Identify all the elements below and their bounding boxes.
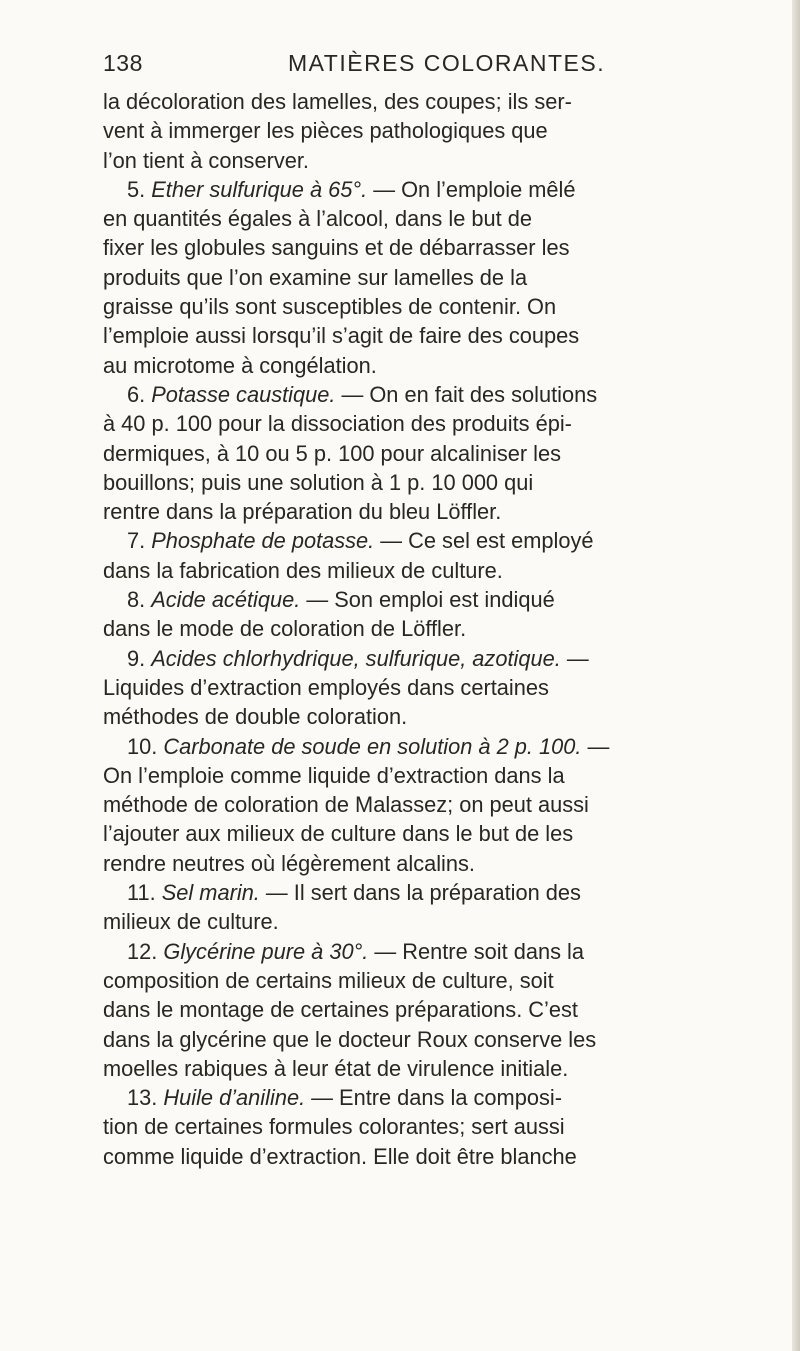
text-segment: Liquides d’extraction employés dans certaines (103, 674, 549, 700)
text-segment: — On l’emploie mêlé (367, 176, 576, 202)
text-line (103, 292, 783, 321)
text-segment: On l’emploie comme liquide d’extraction dans la (103, 762, 565, 788)
body-text (103, 87, 783, 1171)
text-line (103, 995, 783, 1024)
text-segment: milieux de culture. (103, 909, 279, 935)
text-segment: vent à immerger les pièces pathologiques que (103, 118, 548, 144)
text-line (103, 907, 783, 936)
text-line (103, 321, 783, 350)
text-line (103, 819, 783, 848)
text-line (103, 87, 783, 116)
text-segment: — (581, 733, 610, 759)
text-segment: 11. (127, 880, 162, 906)
text-segment: 6. (127, 381, 152, 407)
text-line (103, 175, 783, 204)
text-line (103, 614, 783, 643)
text-segment: au microtome à congélation. (103, 352, 377, 378)
text-segment: méthodes de double coloration. (103, 704, 408, 730)
italic-term: Potasse caustique. (151, 381, 336, 407)
italic-term: Carbonate de soude en solution à 2 p. 100. (163, 733, 582, 759)
text-line (103, 204, 783, 233)
page-header (103, 50, 753, 84)
text-line (103, 673, 783, 702)
text-segment: l’emploie aussi lorsqu’il s’agit de faire des coupes (103, 323, 580, 349)
text-segment: 12. (127, 938, 164, 964)
text-segment: — Son emploi est indiqué (300, 587, 555, 613)
text-segment: — On en fait des solutions (335, 381, 598, 407)
text-segment: fixer les globules sanguins et de débarrasser les (103, 235, 570, 261)
italic-term: Huile d’aniline. (163, 1085, 306, 1111)
text-line (103, 585, 783, 614)
text-segment: 5. (127, 176, 152, 202)
text-segment: tion de certaines formules colorantes; sert aussi (103, 1114, 565, 1140)
text-segment: dans la glycérine que le docteur Roux conserve les (103, 1026, 597, 1052)
italic-term: Acide acétique. (151, 587, 301, 613)
text-line (103, 351, 783, 380)
italic-term: Sel marin. (161, 880, 260, 906)
text-segment: l’on tient à conserver. (103, 147, 309, 173)
text-segment: l’ajouter aux milieux de culture dans le but de les (103, 821, 574, 847)
text-segment: — Ce sel est employé (374, 528, 594, 554)
text-line (103, 116, 783, 145)
text-segment: méthode de coloration de Malassez; on peut aussi (103, 792, 589, 818)
text-segment: 9. (127, 645, 152, 671)
text-line (103, 409, 783, 438)
text-line (103, 966, 783, 995)
text-segment: à 40 p. 100 pour la dissociation des produits épi- (103, 411, 572, 437)
text-line (103, 497, 783, 526)
text-segment: en quantités égales à l’alcool, dans le but de (103, 206, 532, 232)
text-line (103, 1054, 783, 1083)
text-segment: produits que l’on examine sur lamelles de la (103, 264, 528, 290)
text-line (103, 937, 783, 966)
italic-term: Ether sulfurique à 65°. (151, 176, 368, 202)
text-segment: graisse qu’ils sont susceptibles de contenir. On (103, 294, 557, 320)
italic-term: Glycérine pure à 30°. (163, 938, 369, 964)
text-line (103, 732, 783, 761)
text-segment: dans le montage de certaines préparations. C’est (103, 997, 578, 1023)
text-segment: 10. (127, 733, 164, 759)
text-segment: rendre neutres où légèrement alcalins. (103, 850, 475, 876)
page-number: 138 (103, 50, 143, 76)
text-line (103, 1142, 783, 1171)
text-line (103, 761, 783, 790)
text-segment: dans le mode de coloration de Löffler. (103, 616, 467, 642)
text-line (103, 439, 783, 468)
text-segment: comme liquide d’extraction. Elle doit être blanche (103, 1143, 577, 1169)
text-segment: dans la fabrication des milieux de culture. (103, 557, 503, 583)
italic-term: Acides chlorhydrique, sulfurique, azotique. (151, 645, 561, 671)
text-segment: 7. (127, 528, 152, 554)
text-line (103, 878, 783, 907)
text-segment: — Rentre soit dans la (368, 938, 585, 964)
text-segment: 8. (127, 587, 152, 613)
italic-term: Phosphate de potasse. (151, 528, 375, 554)
text-segment: bouillons; puis une solution à 1 p. 10 000 qui (103, 469, 534, 495)
text-line (103, 1083, 783, 1112)
page-edge (792, 0, 800, 1351)
text-line (103, 790, 783, 819)
text-line (103, 146, 783, 175)
text-line (103, 263, 783, 292)
text-segment: — Entre dans la composi- (305, 1085, 562, 1111)
text-line (103, 849, 783, 878)
text-segment: moelles rabiques à leur état de virulence initiale. (103, 1055, 569, 1081)
text-line (103, 644, 783, 673)
text-segment: composition de certains milieux de culture, soit (103, 967, 554, 993)
text-segment: — (560, 645, 589, 671)
text-segment: 13. (127, 1085, 164, 1111)
text-segment: — Il sert dans la préparation des (259, 880, 581, 906)
running-head: MATIÈRES COLORANTES. (288, 50, 606, 76)
text-line (103, 1025, 783, 1054)
text-line (103, 468, 783, 497)
text-line (103, 526, 783, 555)
text-line (103, 1112, 783, 1141)
text-segment: rentre dans la préparation du bleu Löffler. (103, 499, 502, 525)
text-line (103, 556, 783, 585)
text-line (103, 380, 783, 409)
text-line (103, 233, 783, 262)
text-segment: la décoloration des lamelles, des coupes; ils ser- (103, 89, 572, 114)
text-segment: dermiques, à 10 ou 5 p. 100 pour alcaliniser les (103, 440, 562, 466)
text-line (103, 702, 783, 731)
